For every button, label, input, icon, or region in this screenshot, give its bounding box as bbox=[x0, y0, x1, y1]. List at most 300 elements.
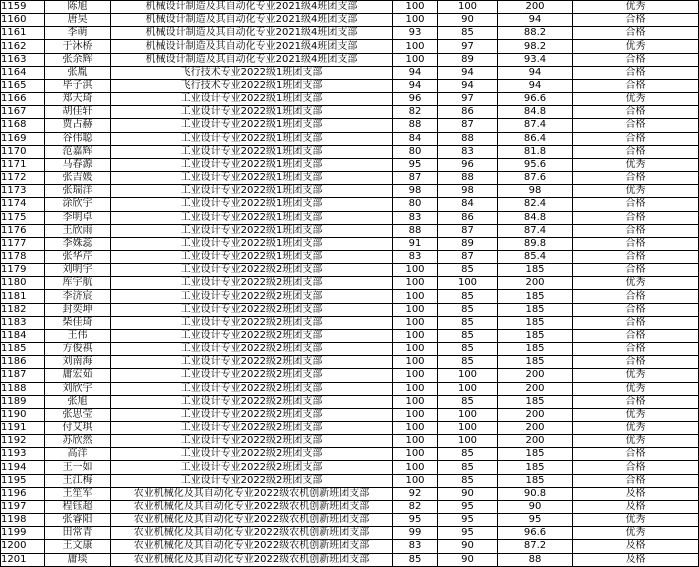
grade-cell: 合格 bbox=[573, 303, 699, 316]
grade-cell: 合格 bbox=[573, 395, 699, 408]
row-number-cell: 1166 bbox=[1, 93, 45, 106]
student-name-cell: 庸宏茹 bbox=[45, 369, 111, 382]
student-name-cell: 刘欣宇 bbox=[45, 382, 111, 395]
score-1-cell: 100 bbox=[393, 448, 438, 461]
class-name-cell: 工业设计专业2022级2班团支部 bbox=[111, 474, 393, 487]
grade-cell: 合格 bbox=[573, 461, 699, 474]
student-name-cell: 李萌 bbox=[45, 27, 111, 40]
class-name-cell: 工业设计专业2022级1班团支部 bbox=[111, 172, 393, 185]
score-2-cell: 85 bbox=[438, 290, 498, 303]
total-score-cell: 96.6 bbox=[498, 93, 573, 106]
score-2-cell: 87 bbox=[438, 119, 498, 132]
student-name-cell: 王伟 bbox=[45, 329, 111, 342]
score-1-cell: 98 bbox=[393, 185, 438, 198]
table-row bbox=[1, 422, 699, 435]
total-score-cell: 87.2 bbox=[498, 540, 573, 553]
table-row bbox=[1, 343, 699, 356]
total-score-cell: 185 bbox=[498, 316, 573, 329]
total-score-cell: 85.4 bbox=[498, 250, 573, 263]
score-2-cell: 86 bbox=[438, 211, 498, 224]
score-2-cell: 84 bbox=[438, 198, 498, 211]
student-name-cell: 张华芹 bbox=[45, 250, 111, 263]
class-name-cell: 工业设计专业2022级2班团支部 bbox=[111, 316, 393, 329]
score-2-cell: 97 bbox=[438, 93, 498, 106]
row-number-cell: 1193 bbox=[1, 448, 45, 461]
class-name-cell: 机械设计制造及其自动化专业2021级4班团支部 bbox=[111, 14, 393, 27]
score-2-cell: 88 bbox=[438, 172, 498, 185]
row-number-cell: 1191 bbox=[1, 422, 45, 435]
score-2-cell: 100 bbox=[438, 1, 498, 14]
score-1-cell: 100 bbox=[393, 303, 438, 316]
total-score-cell: 185 bbox=[498, 461, 573, 474]
row-number-cell: 1161 bbox=[1, 27, 45, 40]
class-name-cell: 工业设计专业2022级1班团支部 bbox=[111, 158, 393, 171]
grade-cell: 及格 bbox=[573, 553, 699, 566]
score-2-cell: 100 bbox=[438, 422, 498, 435]
total-score-cell: 87.6 bbox=[498, 172, 573, 185]
score-1-cell: 100 bbox=[393, 408, 438, 421]
total-score-cell: 94 bbox=[498, 14, 573, 27]
table-row bbox=[1, 40, 699, 53]
row-number-cell: 1181 bbox=[1, 290, 45, 303]
row-number-cell: 1170 bbox=[1, 145, 45, 158]
total-score-cell: 185 bbox=[498, 329, 573, 342]
table-row bbox=[1, 79, 699, 92]
row-number-cell: 1186 bbox=[1, 356, 45, 369]
score-1-cell: 100 bbox=[393, 369, 438, 382]
student-name-cell: 李姝蕊 bbox=[45, 237, 111, 250]
total-score-cell: 185 bbox=[498, 343, 573, 356]
total-score-cell: 93.4 bbox=[498, 53, 573, 66]
total-score-cell: 185 bbox=[498, 303, 573, 316]
table-row bbox=[1, 435, 699, 448]
student-name-cell: 张思莹 bbox=[45, 408, 111, 421]
row-number-cell: 1201 bbox=[1, 553, 45, 566]
class-name-cell: 农业机械化及其自动化专业2022级农机创新班团支部 bbox=[111, 487, 393, 500]
row-number-cell: 1192 bbox=[1, 435, 45, 448]
row-number-cell: 1169 bbox=[1, 132, 45, 145]
row-number-cell: 1159 bbox=[1, 1, 45, 14]
score-2-cell: 88 bbox=[438, 132, 498, 145]
score-1-cell: 91 bbox=[393, 237, 438, 250]
score-2-cell: 95 bbox=[438, 527, 498, 540]
score-2-cell: 83 bbox=[438, 145, 498, 158]
table-row bbox=[1, 198, 699, 211]
table-row bbox=[1, 540, 699, 553]
score-1-cell: 100 bbox=[393, 343, 438, 356]
total-score-cell: 185 bbox=[498, 395, 573, 408]
table-row bbox=[1, 329, 699, 342]
score-1-cell: 100 bbox=[393, 290, 438, 303]
class-name-cell: 工业设计专业2022级1班团支部 bbox=[111, 237, 393, 250]
row-number-cell: 1176 bbox=[1, 224, 45, 237]
row-number-cell: 1162 bbox=[1, 40, 45, 53]
total-score-cell: 88 bbox=[498, 553, 573, 566]
table-row bbox=[1, 132, 699, 145]
grade-cell: 合格 bbox=[573, 119, 699, 132]
total-score-cell: 86.4 bbox=[498, 132, 573, 145]
student-name-cell: 胡佳轩 bbox=[45, 106, 111, 119]
grade-cell: 优秀 bbox=[573, 40, 699, 53]
total-score-cell: 94 bbox=[498, 79, 573, 92]
row-number-cell: 1179 bbox=[1, 264, 45, 277]
class-name-cell: 工业设计专业2022级2班团支部 bbox=[111, 422, 393, 435]
class-name-cell: 工业设计专业2022级2班团支部 bbox=[111, 329, 393, 342]
grade-cell: 优秀 bbox=[573, 158, 699, 171]
table-row bbox=[1, 356, 699, 369]
student-name-cell: 王笙军 bbox=[45, 487, 111, 500]
total-score-cell: 200 bbox=[498, 1, 573, 14]
class-name-cell: 工业设计专业2022级1班团支部 bbox=[111, 132, 393, 145]
score-1-cell: 100 bbox=[393, 356, 438, 369]
class-name-cell: 工业设计专业2022级2班团支部 bbox=[111, 395, 393, 408]
total-score-cell: 84.8 bbox=[498, 211, 573, 224]
row-number-cell: 1188 bbox=[1, 382, 45, 395]
grade-cell: 合格 bbox=[573, 198, 699, 211]
class-name-cell: 工业设计专业2022级2班团支部 bbox=[111, 356, 393, 369]
table-row bbox=[1, 106, 699, 119]
class-name-cell: 农业机械化及其自动化专业2022级农机创新班团支部 bbox=[111, 500, 393, 513]
table-row bbox=[1, 277, 699, 290]
table-row bbox=[1, 264, 699, 277]
total-score-cell: 84.8 bbox=[498, 106, 573, 119]
score-2-cell: 85 bbox=[438, 27, 498, 40]
grade-cell: 合格 bbox=[573, 172, 699, 185]
class-name-cell: 工业设计专业2022级2班团支部 bbox=[111, 277, 393, 290]
score-1-cell: 85 bbox=[393, 553, 438, 566]
score-1-cell: 100 bbox=[393, 474, 438, 487]
score-1-cell: 80 bbox=[393, 145, 438, 158]
row-number-cell: 1165 bbox=[1, 79, 45, 92]
score-1-cell: 100 bbox=[393, 461, 438, 474]
score-2-cell: 90 bbox=[438, 487, 498, 500]
row-number-cell: 1182 bbox=[1, 303, 45, 316]
total-score-cell: 200 bbox=[498, 369, 573, 382]
score-2-cell: 100 bbox=[438, 369, 498, 382]
grade-cell: 合格 bbox=[573, 237, 699, 250]
student-name-cell: 付艾琪 bbox=[45, 422, 111, 435]
class-name-cell: 工业设计专业2022级1班团支部 bbox=[111, 224, 393, 237]
row-number-cell: 1168 bbox=[1, 119, 45, 132]
score-1-cell: 100 bbox=[393, 40, 438, 53]
score-2-cell: 87 bbox=[438, 224, 498, 237]
grade-cell: 合格 bbox=[573, 106, 699, 119]
score-2-cell: 85 bbox=[438, 303, 498, 316]
total-score-cell: 200 bbox=[498, 382, 573, 395]
student-name-cell: 张旭 bbox=[45, 395, 111, 408]
class-name-cell: 农业机械化及其自动化专业2022级农机创新班团支部 bbox=[111, 514, 393, 527]
score-1-cell: 100 bbox=[393, 264, 438, 277]
score-2-cell: 85 bbox=[438, 395, 498, 408]
total-score-cell: 200 bbox=[498, 408, 573, 421]
grade-cell: 优秀 bbox=[573, 514, 699, 527]
grade-cell: 合格 bbox=[573, 448, 699, 461]
class-name-cell: 工业设计专业2022级2班团支部 bbox=[111, 343, 393, 356]
class-name-cell: 农业机械化及其自动化专业2022级农机创新班团支部 bbox=[111, 527, 393, 540]
table-row bbox=[1, 53, 699, 66]
score-1-cell: 93 bbox=[393, 27, 438, 40]
total-score-cell: 185 bbox=[498, 356, 573, 369]
class-name-cell: 工业设计专业2022级1班团支部 bbox=[111, 93, 393, 106]
grade-cell: 优秀 bbox=[573, 527, 699, 540]
student-name-cell: 方俊祺 bbox=[45, 343, 111, 356]
score-1-cell: 100 bbox=[393, 14, 438, 27]
total-score-cell: 81.8 bbox=[498, 145, 573, 158]
student-name-cell: 马春源 bbox=[45, 158, 111, 171]
score-2-cell: 100 bbox=[438, 408, 498, 421]
row-number-cell: 1198 bbox=[1, 514, 45, 527]
score-1-cell: 99 bbox=[393, 527, 438, 540]
row-number-cell: 1177 bbox=[1, 237, 45, 250]
student-name-cell: 张余辉 bbox=[45, 53, 111, 66]
student-name-cell: 谷伟聪 bbox=[45, 132, 111, 145]
student-name-cell: 张瑞洋 bbox=[45, 185, 111, 198]
total-score-cell: 98 bbox=[498, 185, 573, 198]
score-1-cell: 87 bbox=[393, 172, 438, 185]
student-name-cell: 范嘉辉 bbox=[45, 145, 111, 158]
table-row bbox=[1, 224, 699, 237]
row-number-cell: 1175 bbox=[1, 211, 45, 224]
student-name-cell: 柴佳琦 bbox=[45, 316, 111, 329]
total-score-cell: 200 bbox=[498, 277, 573, 290]
grade-cell: 合格 bbox=[573, 66, 699, 79]
grade-cell: 合格 bbox=[573, 329, 699, 342]
table-row bbox=[1, 369, 699, 382]
student-name-cell: 程钰超 bbox=[45, 500, 111, 513]
grade-cell: 优秀 bbox=[573, 277, 699, 290]
score-1-cell: 95 bbox=[393, 514, 438, 527]
class-name-cell: 工业设计专业2022级2班团支部 bbox=[111, 435, 393, 448]
class-name-cell: 机械设计制造及其自动化专业2021级4班团支部 bbox=[111, 27, 393, 40]
score-1-cell: 83 bbox=[393, 250, 438, 263]
grade-cell: 合格 bbox=[573, 53, 699, 66]
score-2-cell: 85 bbox=[438, 461, 498, 474]
score-1-cell: 100 bbox=[393, 316, 438, 329]
table-row bbox=[1, 145, 699, 158]
score-2-cell: 85 bbox=[438, 316, 498, 329]
grade-cell: 合格 bbox=[573, 14, 699, 27]
score-2-cell: 86 bbox=[438, 106, 498, 119]
total-score-cell: 94 bbox=[498, 66, 573, 79]
score-2-cell: 85 bbox=[438, 264, 498, 277]
class-name-cell: 农业机械化及其自动化专业2022级农机创新班团支部 bbox=[111, 540, 393, 553]
class-name-cell: 工业设计专业2022级2班团支部 bbox=[111, 369, 393, 382]
table-row bbox=[1, 66, 699, 79]
table-row bbox=[1, 303, 699, 316]
grade-cell: 优秀 bbox=[573, 408, 699, 421]
total-score-cell: 185 bbox=[498, 264, 573, 277]
table-row bbox=[1, 474, 699, 487]
score-2-cell: 89 bbox=[438, 237, 498, 250]
row-number-cell: 1160 bbox=[1, 14, 45, 27]
score-1-cell: 100 bbox=[393, 382, 438, 395]
score-1-cell: 83 bbox=[393, 211, 438, 224]
student-name-cell: 封奕坤 bbox=[45, 303, 111, 316]
score-1-cell: 95 bbox=[393, 158, 438, 171]
class-name-cell: 工业设计专业2022级1班团支部 bbox=[111, 119, 393, 132]
row-number-cell: 1184 bbox=[1, 329, 45, 342]
row-number-cell: 1164 bbox=[1, 66, 45, 79]
student-name-cell: 李济宸 bbox=[45, 290, 111, 303]
grade-cell: 及格 bbox=[573, 500, 699, 513]
student-name-cell: 张吉媛 bbox=[45, 172, 111, 185]
class-name-cell: 工业设计专业2022级2班团支部 bbox=[111, 303, 393, 316]
total-score-cell: 98.2 bbox=[498, 40, 573, 53]
table-row bbox=[1, 382, 699, 395]
grade-cell: 优秀 bbox=[573, 422, 699, 435]
table-row bbox=[1, 316, 699, 329]
table-row bbox=[1, 1, 699, 14]
grade-cell: 合格 bbox=[573, 79, 699, 92]
row-number-cell: 1174 bbox=[1, 198, 45, 211]
grade-cell: 合格 bbox=[573, 290, 699, 303]
class-name-cell: 工业设计专业2022级2班团支部 bbox=[111, 448, 393, 461]
class-name-cell: 工业设计专业2022级1班团支部 bbox=[111, 106, 393, 119]
row-number-cell: 1163 bbox=[1, 53, 45, 66]
student-name-cell: 苏欣然 bbox=[45, 435, 111, 448]
table-row bbox=[1, 119, 699, 132]
total-score-cell: 88.2 bbox=[498, 27, 573, 40]
student-name-cell: 刘南海 bbox=[45, 356, 111, 369]
total-score-cell: 96.6 bbox=[498, 527, 573, 540]
student-name-cell: 张睿阳 bbox=[45, 514, 111, 527]
score-2-cell: 97 bbox=[438, 40, 498, 53]
row-number-cell: 1171 bbox=[1, 158, 45, 171]
score-1-cell: 94 bbox=[393, 79, 438, 92]
class-name-cell: 工业设计专业2022级1班团支部 bbox=[111, 211, 393, 224]
student-name-cell: 唐昊 bbox=[45, 14, 111, 27]
row-number-cell: 1183 bbox=[1, 316, 45, 329]
class-name-cell: 工业设计专业2022级1班团支部 bbox=[111, 185, 393, 198]
row-number-cell: 1185 bbox=[1, 343, 45, 356]
student-name-cell: 王江梅 bbox=[45, 474, 111, 487]
row-number-cell: 1167 bbox=[1, 106, 45, 119]
grade-cell: 合格 bbox=[573, 316, 699, 329]
score-1-cell: 100 bbox=[393, 329, 438, 342]
score-1-cell: 94 bbox=[393, 66, 438, 79]
student-name-cell: 郑天琦 bbox=[45, 93, 111, 106]
score-2-cell: 96 bbox=[438, 158, 498, 171]
student-name-cell: 王欣雨 bbox=[45, 224, 111, 237]
class-name-cell: 飞行技术专业2022级1班团支部 bbox=[111, 79, 393, 92]
score-2-cell: 95 bbox=[438, 514, 498, 527]
class-name-cell: 农业机械化及其自动化专业2022级农机创新班团支部 bbox=[111, 553, 393, 566]
grade-cell: 合格 bbox=[573, 343, 699, 356]
row-number-cell: 1199 bbox=[1, 527, 45, 540]
student-name-cell: 田常青 bbox=[45, 527, 111, 540]
score-1-cell: 96 bbox=[393, 93, 438, 106]
score-2-cell: 85 bbox=[438, 448, 498, 461]
total-score-cell: 82.4 bbox=[498, 198, 573, 211]
row-number-cell: 1197 bbox=[1, 500, 45, 513]
total-score-cell: 90 bbox=[498, 500, 573, 513]
class-name-cell: 工业设计专业2022级2班团支部 bbox=[111, 264, 393, 277]
table-row bbox=[1, 172, 699, 185]
grade-cell: 优秀 bbox=[573, 435, 699, 448]
score-1-cell: 100 bbox=[393, 53, 438, 66]
total-score-cell: 185 bbox=[498, 290, 573, 303]
table-row bbox=[1, 500, 699, 513]
score-2-cell: 90 bbox=[438, 540, 498, 553]
table-row bbox=[1, 395, 699, 408]
student-name-cell: 贾占赫 bbox=[45, 119, 111, 132]
total-score-cell: 200 bbox=[498, 435, 573, 448]
student-name-cell: 库宇航 bbox=[45, 277, 111, 290]
total-score-cell: 185 bbox=[498, 474, 573, 487]
score-2-cell: 100 bbox=[438, 435, 498, 448]
total-score-cell: 87.4 bbox=[498, 119, 573, 132]
class-name-cell: 飞行技术专业2022级1班团支部 bbox=[111, 66, 393, 79]
student-name-cell: 高洋 bbox=[45, 448, 111, 461]
table-row bbox=[1, 185, 699, 198]
total-score-cell: 200 bbox=[498, 422, 573, 435]
row-number-cell: 1195 bbox=[1, 474, 45, 487]
total-score-cell: 87.4 bbox=[498, 224, 573, 237]
grade-cell: 优秀 bbox=[573, 185, 699, 198]
student-name-cell: 张胤 bbox=[45, 66, 111, 79]
score-1-cell: 88 bbox=[393, 224, 438, 237]
score-1-cell: 100 bbox=[393, 1, 438, 14]
total-score-cell: 95.6 bbox=[498, 158, 573, 171]
score-2-cell: 94 bbox=[438, 79, 498, 92]
table-row bbox=[1, 158, 699, 171]
grade-cell: 及格 bbox=[573, 487, 699, 500]
score-1-cell: 83 bbox=[393, 540, 438, 553]
grade-cell: 合格 bbox=[573, 250, 699, 263]
score-1-cell: 88 bbox=[393, 119, 438, 132]
total-score-cell: 90.8 bbox=[498, 487, 573, 500]
table-body bbox=[1, 1, 699, 567]
score-2-cell: 89 bbox=[438, 53, 498, 66]
table-row bbox=[1, 14, 699, 27]
class-name-cell: 工业设计专业2022级1班团支部 bbox=[111, 198, 393, 211]
student-name-cell: 陈旭 bbox=[45, 1, 111, 14]
score-2-cell: 100 bbox=[438, 382, 498, 395]
grade-cell: 优秀 bbox=[573, 1, 699, 14]
row-number-cell: 1187 bbox=[1, 369, 45, 382]
table-row bbox=[1, 527, 699, 540]
class-name-cell: 机械设计制造及其自动化专业2021级4班团支部 bbox=[111, 40, 393, 53]
student-name-cell: 庸琰 bbox=[45, 553, 111, 566]
row-number-cell: 1190 bbox=[1, 408, 45, 421]
student-name-cell: 于沐桥 bbox=[45, 40, 111, 53]
grade-cell: 优秀 bbox=[573, 93, 699, 106]
total-score-cell: 95 bbox=[498, 514, 573, 527]
grade-cell: 合格 bbox=[573, 132, 699, 145]
student-name-cell: 王文康 bbox=[45, 540, 111, 553]
score-2-cell: 90 bbox=[438, 553, 498, 566]
table-row bbox=[1, 237, 699, 250]
table-row bbox=[1, 290, 699, 303]
row-number-cell: 1189 bbox=[1, 395, 45, 408]
class-name-cell: 机械设计制造及其自动化专业2021级4班团支部 bbox=[111, 53, 393, 66]
table-row bbox=[1, 250, 699, 263]
class-name-cell: 工业设计专业2022级2班团支部 bbox=[111, 290, 393, 303]
score-2-cell: 85 bbox=[438, 343, 498, 356]
score-2-cell: 85 bbox=[438, 329, 498, 342]
grade-cell: 合格 bbox=[573, 474, 699, 487]
score-1-cell: 84 bbox=[393, 132, 438, 145]
score-2-cell: 98 bbox=[438, 185, 498, 198]
student-name-cell: 毕子淇 bbox=[45, 79, 111, 92]
table-row bbox=[1, 514, 699, 527]
row-number-cell: 1196 bbox=[1, 487, 45, 500]
table-row bbox=[1, 461, 699, 474]
score-1-cell: 100 bbox=[393, 422, 438, 435]
score-2-cell: 95 bbox=[438, 500, 498, 513]
table-row bbox=[1, 448, 699, 461]
grade-cell: 合格 bbox=[573, 356, 699, 369]
